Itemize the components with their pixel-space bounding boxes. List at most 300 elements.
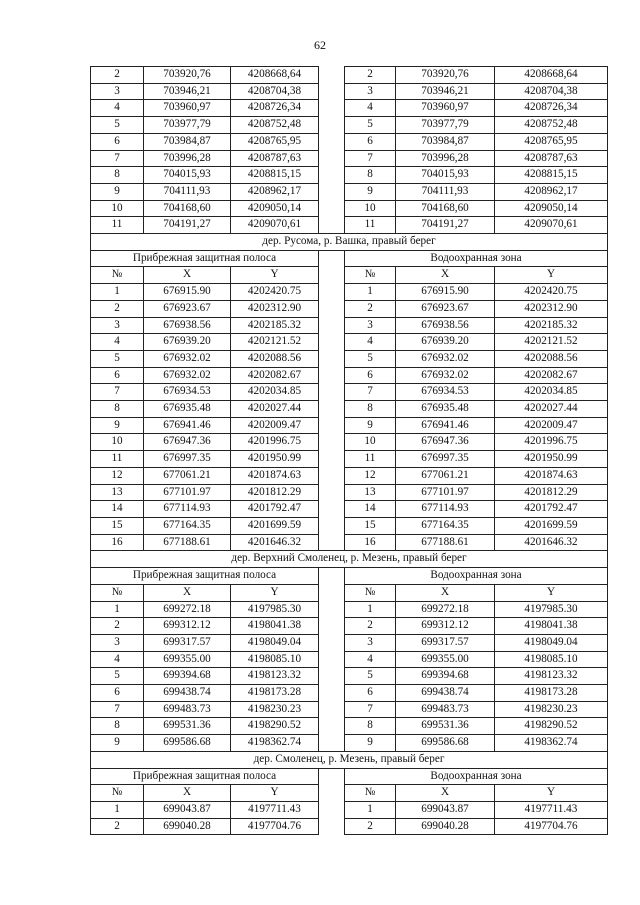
column-gap <box>319 451 345 468</box>
table-row <box>91 467 608 484</box>
x-coordinate-cell: 699355.00 <box>144 651 231 668</box>
y-coordinate-cell: 4198230.23 <box>231 701 319 718</box>
x-header: X <box>396 267 495 284</box>
column-gap <box>319 167 345 184</box>
y-coordinate-cell: 4202121.52 <box>231 334 319 351</box>
point-number-cell: 13 <box>91 484 144 501</box>
table-row <box>91 517 608 534</box>
table-row <box>91 534 608 551</box>
table-row <box>91 67 608 84</box>
y-coordinate-cell: 4208962,17 <box>231 183 319 200</box>
table-row <box>91 284 608 301</box>
point-number-cell: 4 <box>91 100 144 117</box>
point-number-cell: 2 <box>91 818 144 835</box>
zone-title-row <box>91 568 608 585</box>
y-coordinate-cell: 4202185.32 <box>495 317 608 334</box>
column-gap <box>319 267 345 284</box>
number-header: № <box>345 267 396 284</box>
x-coordinate-cell: 703946,21 <box>396 83 495 100</box>
point-number-cell: 9 <box>345 735 396 752</box>
column-gap <box>319 701 345 718</box>
point-number-cell: 14 <box>91 501 144 518</box>
x-coordinate-cell: 699043.87 <box>144 801 231 818</box>
point-number-cell: 2 <box>91 300 144 317</box>
column-gap <box>319 568 345 585</box>
point-number-cell: 3 <box>345 634 396 651</box>
point-number-cell: 6 <box>345 133 396 150</box>
x-coordinate-cell: 703996,28 <box>144 150 231 167</box>
x-coordinate-cell: 677101.97 <box>144 484 231 501</box>
x-coordinate-cell: 676938.56 <box>396 317 495 334</box>
table-row <box>91 384 608 401</box>
x-coordinate-cell: 699586.68 <box>144 735 231 752</box>
x-header: X <box>396 785 495 802</box>
column-gap <box>319 601 345 618</box>
table-row <box>91 100 608 117</box>
point-number-cell: 1 <box>345 284 396 301</box>
coordinates-table <box>90 66 608 835</box>
point-number-cell: 11 <box>91 217 144 234</box>
column-gap <box>319 150 345 167</box>
point-number-cell: 10 <box>345 434 396 451</box>
point-number-cell: 2 <box>91 67 144 84</box>
x-coordinate-cell: 676932.02 <box>144 350 231 367</box>
point-number-cell: 4 <box>345 334 396 351</box>
table-row <box>91 317 608 334</box>
x-coordinate-cell: 699312.12 <box>396 618 495 635</box>
y-coordinate-cell: 4208787,63 <box>231 150 319 167</box>
x-coordinate-cell: 699531.36 <box>144 718 231 735</box>
y-coordinate-cell: 4201646.32 <box>231 534 319 551</box>
x-coordinate-cell: 676997.35 <box>144 451 231 468</box>
x-coordinate-cell: 677061.21 <box>144 467 231 484</box>
y-coordinate-cell: 4202027.44 <box>495 401 608 418</box>
x-coordinate-cell: 699317.57 <box>144 634 231 651</box>
y-coordinate-cell: 4202185.32 <box>231 317 319 334</box>
column-gap <box>319 350 345 367</box>
table-row <box>91 668 608 685</box>
y-coordinate-cell: 4197704.76 <box>495 818 608 835</box>
number-header: № <box>345 785 396 802</box>
point-number-cell: 6 <box>91 133 144 150</box>
point-number-cell: 2 <box>345 300 396 317</box>
x-coordinate-cell: 677101.97 <box>396 484 495 501</box>
table-row <box>91 701 608 718</box>
point-number-cell: 13 <box>345 484 396 501</box>
x-coordinate-cell: 699355.00 <box>396 651 495 668</box>
y-coordinate-cell: 4209070,61 <box>231 217 319 234</box>
point-number-cell: 8 <box>345 167 396 184</box>
column-gap <box>319 484 345 501</box>
column-gap <box>319 434 345 451</box>
column-gap <box>319 250 345 267</box>
x-coordinate-cell: 676934.53 <box>396 384 495 401</box>
column-gap <box>319 334 345 351</box>
x-coordinate-cell: 699483.73 <box>396 701 495 718</box>
point-number-cell: 12 <box>91 467 144 484</box>
x-coordinate-cell: 699312.12 <box>144 618 231 635</box>
point-number-cell: 16 <box>345 534 396 551</box>
point-number-cell: 9 <box>345 183 396 200</box>
point-number-cell: 8 <box>345 718 396 735</box>
y-coordinate-cell: 4198362.74 <box>231 735 319 752</box>
y-header: Y <box>231 785 319 802</box>
y-coordinate-cell: 4208704,38 <box>495 83 608 100</box>
x-coordinate-cell: 699531.36 <box>396 718 495 735</box>
column-gap <box>319 317 345 334</box>
x-coordinate-cell: 704191,27 <box>144 217 231 234</box>
point-number-cell: 16 <box>91 534 144 551</box>
table-row <box>91 350 608 367</box>
x-coordinate-cell: 677164.35 <box>396 517 495 534</box>
x-coordinate-cell: 676932.02 <box>396 367 495 384</box>
point-number-cell: 2 <box>345 818 396 835</box>
x-coordinate-cell: 676923.67 <box>144 300 231 317</box>
x-coordinate-cell: 676932.02 <box>396 350 495 367</box>
x-coordinate-cell: 676941.46 <box>396 417 495 434</box>
column-gap <box>319 183 345 200</box>
point-number-cell: 10 <box>91 200 144 217</box>
point-number-cell: 1 <box>91 601 144 618</box>
y-coordinate-cell: 4197711.43 <box>231 801 319 818</box>
column-gap <box>319 768 345 785</box>
point-number-cell: 7 <box>345 384 396 401</box>
table-row <box>91 334 608 351</box>
x-coordinate-cell: 699317.57 <box>396 634 495 651</box>
section-title: дер. Русома, р. Вашка, правый берег <box>91 234 608 251</box>
y-coordinate-cell: 4198085.10 <box>231 651 319 668</box>
x-coordinate-cell: 704111,93 <box>144 183 231 200</box>
point-number-cell: 7 <box>345 701 396 718</box>
point-number-cell: 4 <box>345 100 396 117</box>
point-number-cell: 11 <box>91 451 144 468</box>
number-header: № <box>91 785 144 802</box>
column-header-row <box>91 584 608 601</box>
column-header-row <box>91 785 608 802</box>
point-number-cell: 7 <box>91 701 144 718</box>
x-coordinate-cell: 704168,60 <box>144 200 231 217</box>
table-row <box>91 618 608 635</box>
y-coordinate-cell: 4208787,63 <box>495 150 608 167</box>
point-number-cell: 8 <box>91 718 144 735</box>
point-number-cell: 3 <box>345 317 396 334</box>
point-number-cell: 1 <box>345 801 396 818</box>
y-coordinate-cell: 4197704.76 <box>231 818 319 835</box>
table-row <box>91 451 608 468</box>
point-number-cell: 3 <box>345 83 396 100</box>
column-gap <box>319 117 345 134</box>
point-number-cell: 12 <box>345 467 396 484</box>
x-coordinate-cell: 676939.20 <box>144 334 231 351</box>
point-number-cell: 6 <box>91 367 144 384</box>
table-row <box>91 401 608 418</box>
x-coordinate-cell: 699394.68 <box>144 668 231 685</box>
x-coordinate-cell: 676935.48 <box>396 401 495 418</box>
point-number-cell: 15 <box>91 517 144 534</box>
column-gap <box>319 467 345 484</box>
point-number-cell: 4 <box>91 334 144 351</box>
x-coordinate-cell: 676938.56 <box>144 317 231 334</box>
x-coordinate-cell: 699040.28 <box>396 818 495 835</box>
x-coordinate-cell: 699043.87 <box>396 801 495 818</box>
table-row <box>91 83 608 100</box>
y-coordinate-cell: 4208726,34 <box>495 100 608 117</box>
x-coordinate-cell: 699394.68 <box>396 668 495 685</box>
coastal-protection-strip-title: Прибрежная защитная полоса <box>91 768 319 785</box>
x-coordinate-cell: 677061.21 <box>396 467 495 484</box>
x-coordinate-cell: 676923.67 <box>396 300 495 317</box>
coastal-protection-strip-title: Прибрежная защитная полоса <box>91 250 319 267</box>
column-gap <box>319 284 345 301</box>
y-coordinate-cell: 4201950.99 <box>231 451 319 468</box>
x-coordinate-cell: 703946,21 <box>144 83 231 100</box>
column-gap <box>319 501 345 518</box>
y-coordinate-cell: 4198173.28 <box>495 685 608 702</box>
y-coordinate-cell: 4209050,14 <box>231 200 319 217</box>
x-coordinate-cell: 703977,79 <box>396 117 495 134</box>
y-coordinate-cell: 4202082.67 <box>495 367 608 384</box>
x-coordinate-cell: 703996,28 <box>396 150 495 167</box>
x-coordinate-cell: 676947.36 <box>396 434 495 451</box>
y-coordinate-cell: 4201699.59 <box>495 517 608 534</box>
section-title: дер. Верхний Смоленец, р. Мезень, правый берег <box>91 551 608 568</box>
y-coordinate-cell: 4201874.63 <box>495 467 608 484</box>
x-coordinate-cell: 676935.48 <box>144 401 231 418</box>
point-number-cell: 9 <box>91 183 144 200</box>
number-header: № <box>345 584 396 601</box>
point-number-cell: 3 <box>91 317 144 334</box>
y-coordinate-cell: 4209050,14 <box>495 200 608 217</box>
x-header: X <box>144 267 231 284</box>
point-number-cell: 9 <box>91 735 144 752</box>
x-coordinate-cell: 699272.18 <box>396 601 495 618</box>
x-header: X <box>144 785 231 802</box>
y-coordinate-cell: 4202034.85 <box>231 384 319 401</box>
table-row <box>91 651 608 668</box>
column-gap <box>319 534 345 551</box>
point-number-cell: 2 <box>91 618 144 635</box>
y-coordinate-cell: 4202088.56 <box>231 350 319 367</box>
x-coordinate-cell: 676947.36 <box>144 434 231 451</box>
y-coordinate-cell: 4197985.30 <box>495 601 608 618</box>
x-coordinate-cell: 703920,76 <box>144 67 231 84</box>
point-number-cell: 2 <box>345 67 396 84</box>
section-title-row <box>91 234 608 251</box>
column-gap <box>319 67 345 84</box>
column-gap <box>319 785 345 802</box>
table-row <box>91 718 608 735</box>
y-coordinate-cell: 4202312.90 <box>231 300 319 317</box>
table-row <box>91 735 608 752</box>
y-coordinate-cell: 4202312.90 <box>495 300 608 317</box>
y-coordinate-cell: 4208726,34 <box>231 100 319 117</box>
point-number-cell: 10 <box>345 200 396 217</box>
column-gap <box>319 651 345 668</box>
zone-title-row <box>91 768 608 785</box>
column-gap <box>319 584 345 601</box>
table-row <box>91 117 608 134</box>
coordinates-table-body <box>91 67 608 835</box>
y-coordinate-cell: 4201812.29 <box>231 484 319 501</box>
coastal-protection-strip-title: Прибрежная защитная полоса <box>91 568 319 585</box>
y-coordinate-cell: 4201812.29 <box>495 484 608 501</box>
column-gap <box>319 718 345 735</box>
point-number-cell: 5 <box>91 117 144 134</box>
point-number-cell: 5 <box>345 117 396 134</box>
point-number-cell: 4 <box>91 651 144 668</box>
point-number-cell: 9 <box>91 417 144 434</box>
y-coordinate-cell: 4201874.63 <box>231 467 319 484</box>
y-coordinate-cell: 4208704,38 <box>231 83 319 100</box>
y-coordinate-cell: 4201792.47 <box>231 501 319 518</box>
x-coordinate-cell: 704111,93 <box>396 183 495 200</box>
point-number-cell: 1 <box>91 801 144 818</box>
y-header: Y <box>495 785 608 802</box>
x-coordinate-cell: 677188.61 <box>396 534 495 551</box>
x-coordinate-cell: 703920,76 <box>396 67 495 84</box>
y-coordinate-cell: 4202009.47 <box>495 417 608 434</box>
y-coordinate-cell: 4198041.38 <box>231 618 319 635</box>
y-coordinate-cell: 4209070,61 <box>495 217 608 234</box>
x-coordinate-cell: 704015,93 <box>396 167 495 184</box>
y-header: Y <box>231 584 319 601</box>
point-number-cell: 1 <box>345 601 396 618</box>
table-row <box>91 183 608 200</box>
section-title: дер. Смоленец, р. Мезень, правый берег <box>91 751 608 768</box>
y-coordinate-cell: 4201792.47 <box>495 501 608 518</box>
point-number-cell: 5 <box>91 350 144 367</box>
y-coordinate-cell: 4198123.32 <box>495 668 608 685</box>
y-coordinate-cell: 4201996.75 <box>495 434 608 451</box>
point-number-cell: 5 <box>345 350 396 367</box>
x-coordinate-cell: 699438.74 <box>396 685 495 702</box>
x-coordinate-cell: 676932.02 <box>144 367 231 384</box>
column-gap <box>319 100 345 117</box>
column-gap <box>319 517 345 534</box>
x-coordinate-cell: 704015,93 <box>144 167 231 184</box>
x-coordinate-cell: 676915.90 <box>396 284 495 301</box>
x-coordinate-cell: 704168,60 <box>396 200 495 217</box>
point-number-cell: 5 <box>345 668 396 685</box>
point-number-cell: 11 <box>345 217 396 234</box>
water-protection-zone-title: Водоохранная зона <box>345 250 608 267</box>
point-number-cell: 3 <box>91 634 144 651</box>
y-coordinate-cell: 4201646.32 <box>495 534 608 551</box>
y-coordinate-cell: 4198049.04 <box>495 634 608 651</box>
y-coordinate-cell: 4208765,95 <box>231 133 319 150</box>
y-coordinate-cell: 4208815,15 <box>231 167 319 184</box>
y-coordinate-cell: 4208815,15 <box>495 167 608 184</box>
y-coordinate-cell: 4208668,64 <box>231 67 319 84</box>
y-coordinate-cell: 4197985.30 <box>231 601 319 618</box>
number-header: № <box>91 584 144 601</box>
point-number-cell: 11 <box>345 451 396 468</box>
column-gap <box>319 300 345 317</box>
column-header-row <box>91 267 608 284</box>
table-row <box>91 133 608 150</box>
column-gap <box>319 83 345 100</box>
x-coordinate-cell: 676915.90 <box>144 284 231 301</box>
point-number-cell: 7 <box>91 384 144 401</box>
table-row <box>91 300 608 317</box>
point-number-cell: 4 <box>345 651 396 668</box>
table-row <box>91 150 608 167</box>
x-header: X <box>144 584 231 601</box>
point-number-cell: 9 <box>345 417 396 434</box>
x-coordinate-cell: 677114.93 <box>396 501 495 518</box>
y-coordinate-cell: 4198290.52 <box>495 718 608 735</box>
point-number-cell: 6 <box>345 685 396 702</box>
y-coordinate-cell: 4201699.59 <box>231 517 319 534</box>
column-gap <box>319 634 345 651</box>
point-number-cell: 6 <box>91 685 144 702</box>
table-row <box>91 484 608 501</box>
y-coordinate-cell: 4208752,48 <box>495 117 608 134</box>
column-gap <box>319 618 345 635</box>
y-coordinate-cell: 4202034.85 <box>495 384 608 401</box>
y-coordinate-cell: 4198230.23 <box>495 701 608 718</box>
column-gap <box>319 685 345 702</box>
table-row <box>91 801 608 818</box>
table-row <box>91 167 608 184</box>
point-number-cell: 8 <box>91 167 144 184</box>
y-coordinate-cell: 4198085.10 <box>495 651 608 668</box>
y-coordinate-cell: 4198123.32 <box>231 668 319 685</box>
column-gap <box>319 417 345 434</box>
x-coordinate-cell: 703960,97 <box>396 100 495 117</box>
point-number-cell: 14 <box>345 501 396 518</box>
x-coordinate-cell: 699438.74 <box>144 685 231 702</box>
x-coordinate-cell: 699040.28 <box>144 818 231 835</box>
y-coordinate-cell: 4202420.75 <box>231 284 319 301</box>
x-coordinate-cell: 703977,79 <box>144 117 231 134</box>
table-row <box>91 601 608 618</box>
point-number-cell: 5 <box>91 668 144 685</box>
section-title-row <box>91 551 608 568</box>
y-coordinate-cell: 4202009.47 <box>231 417 319 434</box>
point-number-cell: 6 <box>345 367 396 384</box>
x-coordinate-cell: 703960,97 <box>144 100 231 117</box>
point-number-cell: 15 <box>345 517 396 534</box>
column-gap <box>319 133 345 150</box>
point-number-cell: 2 <box>345 618 396 635</box>
table-row <box>91 685 608 702</box>
point-number-cell: 8 <box>91 401 144 418</box>
x-header: X <box>396 584 495 601</box>
y-coordinate-cell: 4208668,64 <box>495 67 608 84</box>
table-row <box>91 217 608 234</box>
x-coordinate-cell: 703984,87 <box>396 133 495 150</box>
point-number-cell: 3 <box>91 83 144 100</box>
point-number-cell: 10 <box>91 434 144 451</box>
x-coordinate-cell: 677114.93 <box>144 501 231 518</box>
column-gap <box>319 367 345 384</box>
number-header: № <box>91 267 144 284</box>
y-coordinate-cell: 4202420.75 <box>495 284 608 301</box>
x-coordinate-cell: 676941.46 <box>144 417 231 434</box>
y-coordinate-cell: 4202121.52 <box>495 334 608 351</box>
water-protection-zone-title: Водоохранная зона <box>345 568 608 585</box>
x-coordinate-cell: 699586.68 <box>396 735 495 752</box>
column-gap <box>319 801 345 818</box>
zone-title-row <box>91 250 608 267</box>
table-row <box>91 501 608 518</box>
column-gap <box>319 200 345 217</box>
y-coordinate-cell: 4201950.99 <box>495 451 608 468</box>
y-coordinate-cell: 4198290.52 <box>231 718 319 735</box>
y-coordinate-cell: 4208765,95 <box>495 133 608 150</box>
y-coordinate-cell: 4208752,48 <box>231 117 319 134</box>
